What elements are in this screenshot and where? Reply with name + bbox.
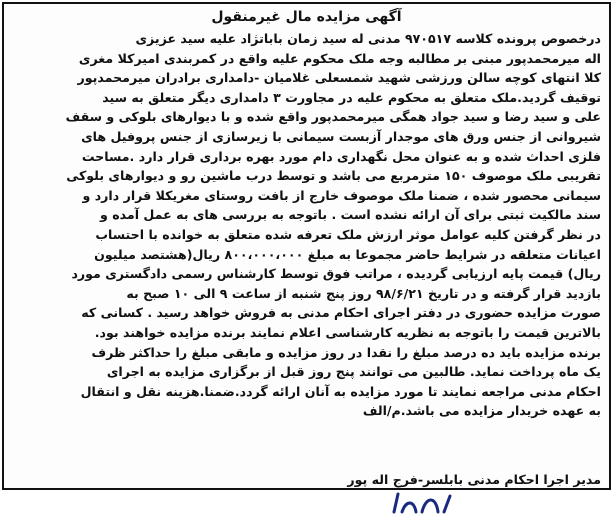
- notice-line: بازدید قرار گرفته و در تاریخ ۹۸/۶/۲۱ روز پنج شنبه از ساعت ۹ الی ۱۰ صبح به: [126, 285, 601, 301]
- notice-line: سیمانی محصور شده ، ضمنا ملک موصوف خارج از بافت روستای مغریکلا قرار دارد و: [82, 187, 601, 203]
- notice-line: بالاترین قیمت را باتوجه به نظریه کارشناسی اعلام نمایند برنده مزایده خواهند بود.: [94, 324, 601, 340]
- notice-signature: مدیر اجرا احکام مدنی بابلسر-فرج اله پور: [347, 472, 601, 487]
- notice-line: درخصوص پرونده کلاسه ۹۷۰۵۱۷ مدنی له سید زمان باباتژاد علیه سید عزیزی: [135, 31, 601, 46]
- notice-line: شیروانی از جنس ورق های موجدار آزبست سیمانی با زیرسازی از جنس پروفیل های: [81, 128, 601, 144]
- notice-line: علی و سید رضا و سید جواد همگی میرمحمدپور واقع شده و با دیوارهای بلوکی و سقف: [65, 109, 601, 125]
- notice-line: ریال) قیمت پایه ارزیابی گردیده ، مراتب فوق توسط کارشناس رسمی دادگستری مورد: [71, 266, 601, 282]
- notice-line: اعیانات متعلقه در شرایط حاضر مجموعا به مبلغ ۸۰۰،۰۰۰،۰۰۰ ریال(هشتصد میلیون: [94, 246, 601, 262]
- notice-line: در نظر گرفتن کلیه عوامل موثر ارزش ملک تعرفه شده متعلق به خوانده با احتساب: [95, 226, 601, 242]
- notice-line: احکام مدنی مراجعه نمایند تا مورد مزایده به آنان ارائه گردد.ضمنا.هزینه نقل و انتقال: [80, 383, 601, 399]
- notice-line: فلزی احداث شده و به عنوان محل نگهداری دام مورد بهره برداری قرار دارد .مساحت: [81, 148, 601, 164]
- notice-title: آگهی مزایده مال غیرمنقول: [211, 9, 402, 25]
- notice-frame: [2, 2, 611, 490]
- notice-line: سند مالکیت ثبتی برای آن ارائه نشده است . باتوجه به بررسی های به عمل آمده و: [100, 207, 601, 223]
- notice-body: [14, 29, 601, 421]
- notice-line: توقیف گردید.ملک متعلق به محکوم علیه در مجاورت ۳ دامداری دیگر متعلق به سید: [102, 89, 601, 105]
- notice-line: اله میرمحمدپور مبنی بر مطالبه وجه ملک محکوم علیه واقع در کمربندی امیرکلا مغری: [78, 50, 601, 66]
- notice-line: برنده مزایده باید ده درصد مبلغ را نقدا در روز مزایده و مابقی مبلغ را حداکثر ظرف: [91, 344, 601, 360]
- notice-line: صورت مزایده حضوری در دفتر اجرای احکام مدنی به فروش خواهد رسید . کسانی که: [81, 305, 601, 321]
- notice-line: کلا انتهای کوچه سالن ورزشی شهید شمسعلی غلامیان -دامداری برادران میرمحمدپور: [77, 70, 601, 86]
- notice-line: تقریبی ملک موصوف ۱۵۰ مترمربع می باشد و توسط درب ماشین رو و دیوارهای بلوکی: [66, 168, 601, 184]
- notice-line: به عهده خریدار مزایده می باشد.م/الف: [362, 403, 601, 419]
- handwritten-mark-icon: [388, 490, 458, 514]
- notice-line: یک ماه پرداخت نماید. طالبین می توانند پنج روز قبل از برگزاری مزایده به اجرای: [106, 364, 601, 380]
